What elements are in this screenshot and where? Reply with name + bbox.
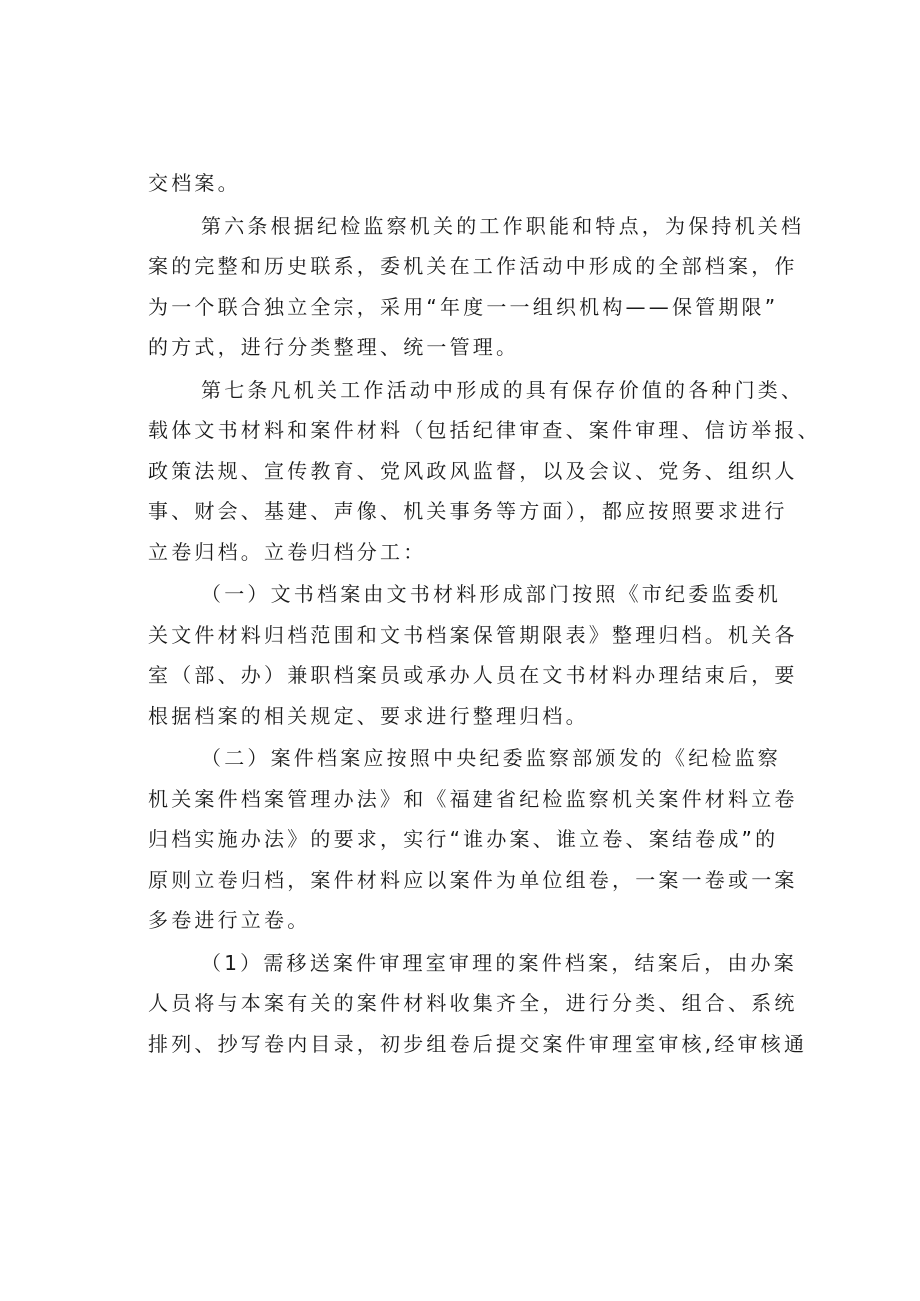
text-line: 立卷归档。立卷归档分工： — [148, 539, 427, 564]
text-line: 根据档案的相关规定、要求进行整理归档。 — [148, 703, 589, 728]
text-line: 事、财会、基建、声像、机关事务等方面），都应按照要求进行 — [148, 499, 788, 523]
paragraph-item-2 — [148, 738, 820, 941]
paragraph-continuation — [148, 163, 820, 204]
text-line: 载体文书材料和案件材料（包括纪律审查、案件审理、信访举报、 — [148, 418, 821, 442]
text-line: 归档实施办法》的要求，实行“谁办案、谁立卷、案结卷成”的 — [148, 827, 779, 851]
text-line: 第七条凡机关工作活动中形成的具有保存价值的各种门类、 — [201, 377, 805, 402]
text-line: 政策法规、宣传教育、党风政风监督，以及会议、党务、组织人 — [148, 458, 798, 483]
text-line: 人员将与本案有关的案件材料收集齐全，进行分类、组合、系统 — [148, 991, 798, 1015]
text-line: 排列、抄写卷内目录，初步组卷后提交案件审理室审核,经审核通 — [148, 1031, 808, 1056]
text-line: 机关案件档案管理办法》和《福建省纪检监察机关案件材料立卷 — [148, 786, 798, 811]
text-line: 案的完整和历史联系，委机关在工作活动中形成的全部档案，作 — [148, 254, 798, 278]
text-line: 多卷进行立卷。 — [148, 908, 311, 932]
text-line: 的方式，进行分类整理、统一管理。 — [148, 335, 520, 359]
paragraph-item-1 — [148, 574, 820, 736]
paragraph-article-7 — [148, 370, 820, 573]
document-page — [148, 163, 820, 1064]
text-line: 关文件材料归档范围和文书档案保管期限表》整理归档。机关各 — [148, 622, 798, 647]
paragraph-article-6 — [148, 206, 820, 368]
text-line: （一）文书档案由文书材料形成部门按照《市纪委监委机 — [201, 582, 781, 606]
text-line: 交档案。 — [148, 171, 241, 195]
text-line: （二）案件档案应按照中央纪委监察部颁发的《纪检监察 — [201, 746, 781, 770]
text-line: （1）需移送案件审理室审理的案件档案，结案后，由办案 — [201, 950, 797, 975]
text-line: 室（部、办）兼职档案员或承办人员在文书材料办理结束后，要 — [148, 663, 798, 687]
text-line: 第六条根据纪检监察机关的工作职能和特点，为保持机关档 — [201, 213, 805, 238]
text-line: 原则立卷归档，案件材料应以案件为单位组卷，一案一卷或一案 — [148, 867, 798, 892]
paragraph-item-2-1 — [148, 943, 820, 1065]
text-line: 为一个联合独立全宗，采用“年度一一组织机构——保管期限” — [148, 294, 779, 319]
